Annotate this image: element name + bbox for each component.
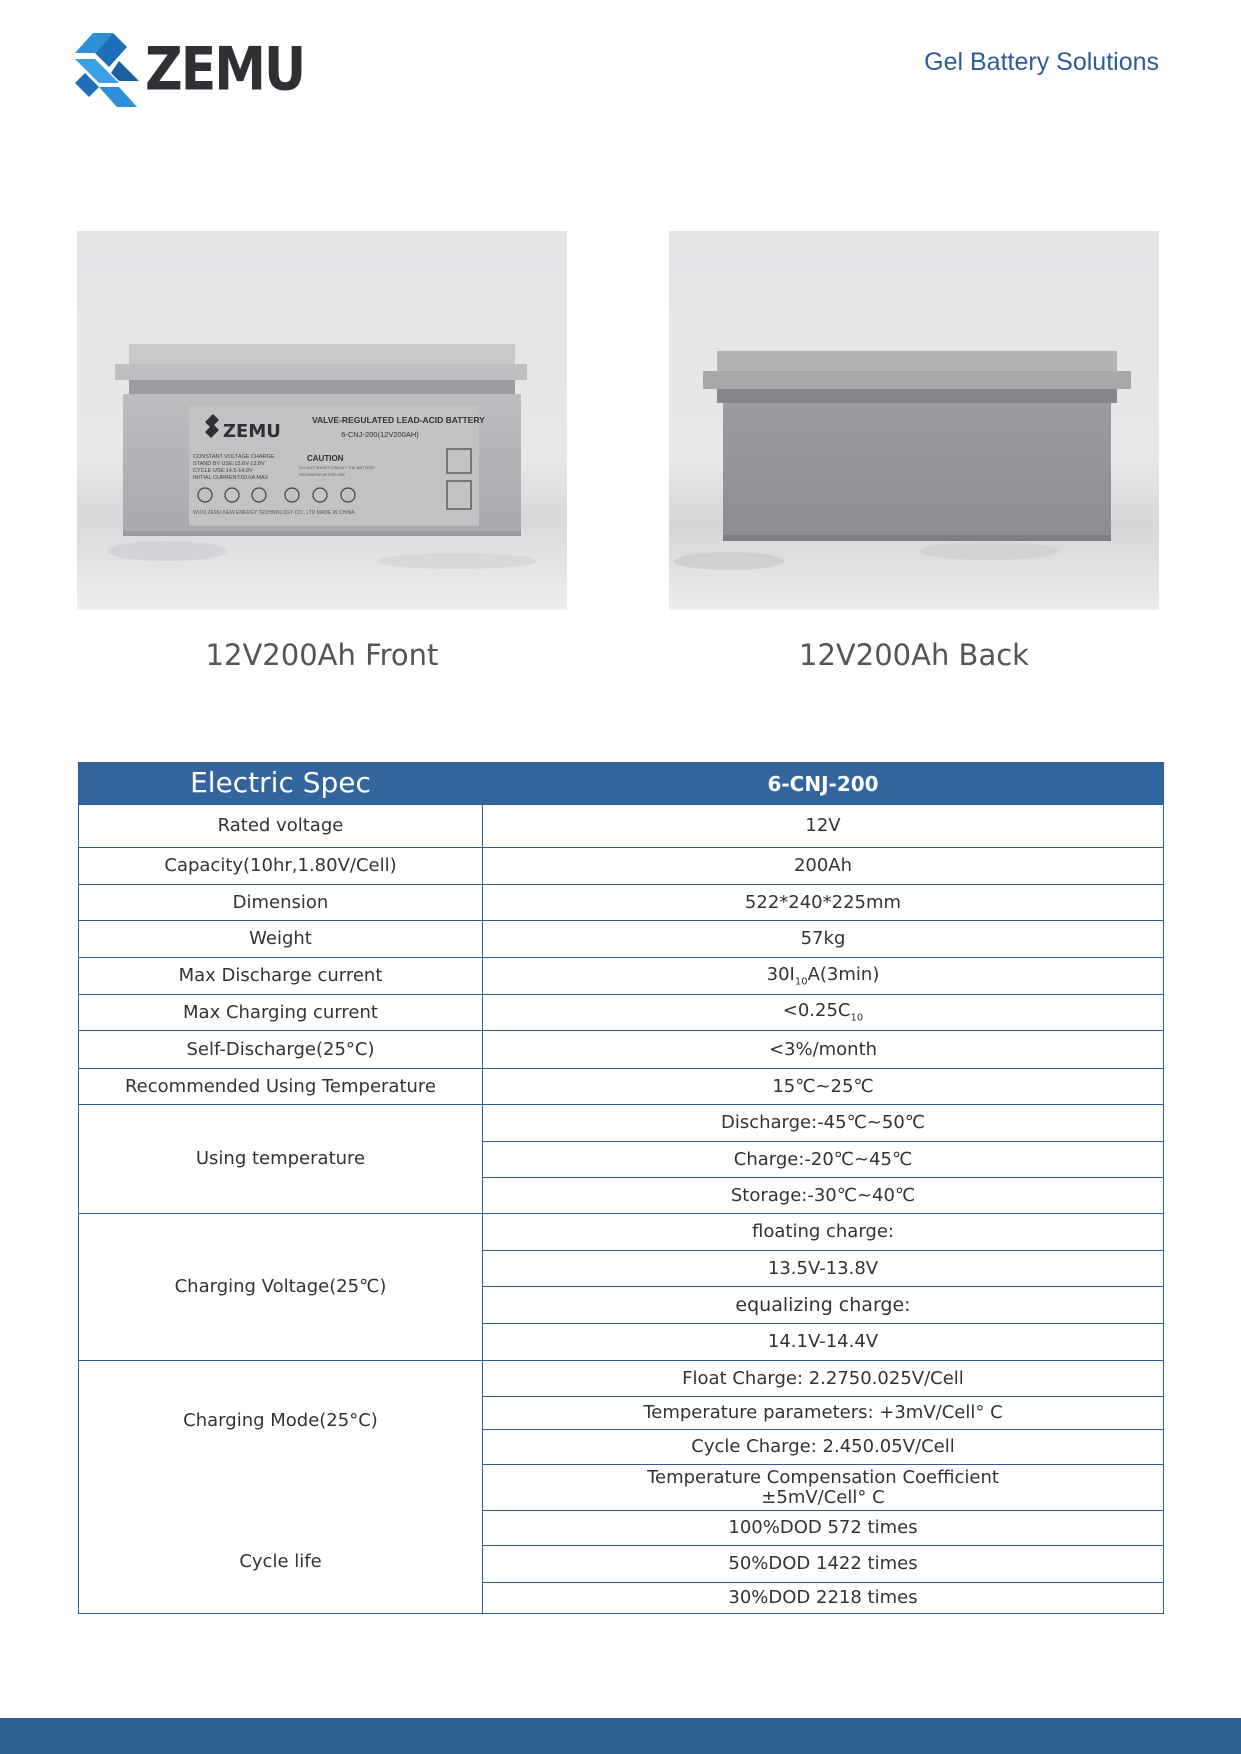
value-suffix: A(3min) (807, 963, 880, 985)
spec-label: Capacity(10hr,1.80V/Cell) (79, 848, 483, 885)
spec-value: 15℃~25℃ (483, 1069, 1164, 1105)
table-header-label: Electric Spec (79, 763, 483, 805)
table-row (79, 995, 1164, 1031)
spec-label: Charging Mode(25°C) (79, 1361, 483, 1511)
footer-bar (0, 1718, 1241, 1754)
table-row (79, 1069, 1164, 1105)
table-row (79, 958, 1164, 995)
table-row (79, 805, 1164, 848)
spec-value: Float Charge: 2.2750.025V/Cell (483, 1361, 1164, 1397)
spec-label: Cycle life (79, 1511, 483, 1614)
label-caution: CAUTION (307, 454, 344, 463)
label-charge-line: CYCLE USE:14.5-14.9V (193, 468, 253, 474)
spec-value: 13.5V-13.8V (483, 1251, 1164, 1287)
spec-value: Temperature Compensation Coefficient ±5mV/Cell° C (483, 1465, 1164, 1511)
table-row (79, 921, 1164, 958)
spec-value (483, 958, 1164, 995)
label-charge-line: STAND BY USE:13.6V-13.8V (193, 461, 265, 467)
label-charge-line: INITIAL CURRENT:60.0A MAX (193, 475, 269, 481)
spec-value: Discharge:-45℃~50℃ (483, 1105, 1164, 1142)
spec-label: Self-Discharge(25°C) (79, 1031, 483, 1069)
spec-label: Weight (79, 921, 483, 958)
spec-value: 30%DOD 2218 times (483, 1583, 1164, 1614)
battery-back-photo (669, 231, 1159, 610)
label-caution-line: DO NOT SHORT CIRCUIT THE BATTERY (299, 465, 375, 470)
table-row (79, 885, 1164, 921)
spec-label: Charging Voltage(25℃) (79, 1214, 483, 1361)
spec-value: 12V (483, 805, 1164, 848)
electric-spec-table (78, 762, 1164, 1614)
brand-name: ZEMU (145, 35, 305, 105)
table-row (79, 1031, 1164, 1069)
label-model: 6-CNJ-200(12V200AH) (341, 430, 419, 439)
battery-front-photo (77, 231, 567, 610)
brand-logo (75, 33, 304, 107)
spec-value: 200Ah (483, 848, 1164, 885)
tagline: Gel Battery Solutions (924, 48, 1159, 76)
spec-label: Dimension (79, 885, 483, 921)
table-row (79, 848, 1164, 885)
spec-label: Using temperature (79, 1105, 483, 1214)
front-photo-caption: 12V200Ah Front (205, 638, 439, 672)
back-photo-caption: 12V200Ah Back (799, 638, 1029, 672)
value-subscript: 10 (850, 1012, 864, 1024)
spec-label: Max Charging current (79, 995, 483, 1031)
zemu-logo-icon (75, 33, 139, 107)
table-header-row (79, 763, 1164, 805)
value-subscript: 10 (794, 976, 808, 988)
table-row (79, 1105, 1164, 1142)
spec-label: Max Discharge current (79, 958, 483, 995)
spec-value: floating charge: (483, 1214, 1164, 1251)
table-row (79, 1214, 1164, 1251)
spec-value: Storage:-30℃~40℃ (483, 1178, 1164, 1214)
spec-value: 522*240*225mm (483, 885, 1164, 921)
table-row (79, 1361, 1164, 1397)
table-row (79, 1511, 1164, 1546)
table-header-model: 6-CNJ-200 (483, 763, 1164, 805)
spec-value: equalizing charge: (483, 1287, 1164, 1324)
spec-value: 100%DOD 572 times (483, 1511, 1164, 1546)
label-charge-line: CONSTANT VOLTAGE CHARGE (193, 454, 275, 460)
spec-value: 14.1V-14.4V (483, 1324, 1164, 1361)
label-brand: ZEMU (223, 421, 281, 442)
spec-value: Charge:-20℃~45℃ (483, 1142, 1164, 1178)
value-main: 30I (766, 963, 795, 985)
spec-value: 50%DOD 1422 times (483, 1546, 1164, 1583)
value-main: <0.25C (782, 1000, 851, 1022)
label-maker: WUXI ZEMU NEW ENERGY TECHNOLOGY CO., LTD MADE IN CHINA (193, 510, 355, 516)
spec-value: <3%/month (483, 1031, 1164, 1069)
label-title: VALVE-REGULATED LEAD-ACID BATTERY (312, 415, 485, 425)
spec-label: Rated voltage (79, 805, 483, 848)
spec-value (483, 995, 1164, 1031)
spec-label: Recommended Using Temperature (79, 1069, 483, 1105)
spec-value: Cycle Charge: 2.450.05V/Cell (483, 1430, 1164, 1465)
spec-value: Temperature parameters: +3mV/Cell° C (483, 1397, 1164, 1430)
spec-value: 57kg (483, 921, 1164, 958)
label-caution-line: RECHARGE AFTER USE (299, 472, 346, 477)
